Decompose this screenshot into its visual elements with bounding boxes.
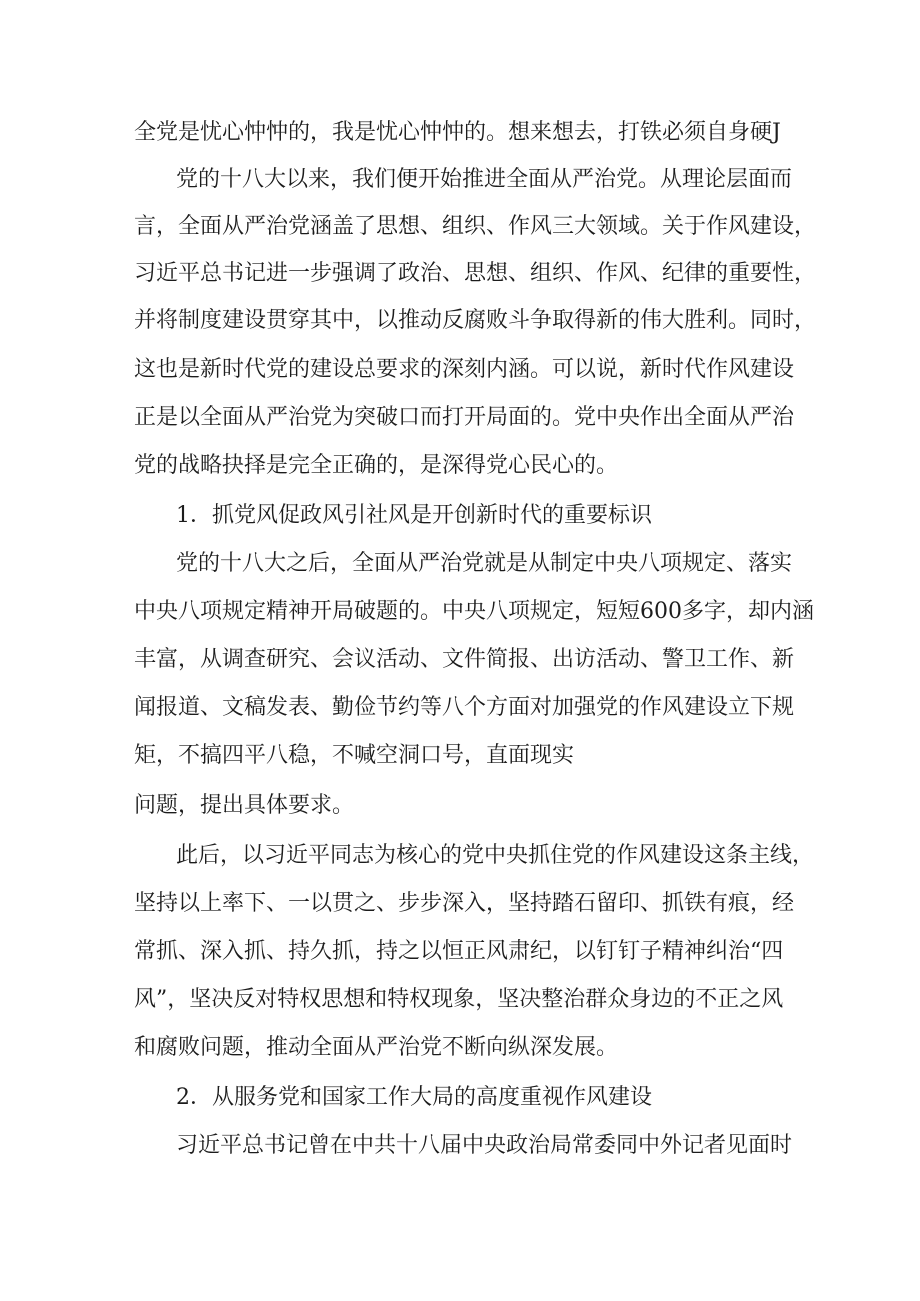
paragraph-first-line: 党的十八大以来，我们便开始推进全面从严治党。从理论层面而	[176, 167, 793, 192]
section-heading-2: 2．从服务党和国家工作大局的高度重视作风建设	[176, 1085, 652, 1110]
paragraph-first-line: 习近平总书记曾在中共十八届中央政治局常委同中外记者见面时	[176, 1133, 793, 1158]
text-line: 习近平总书记进一步强调了政治、思想、组织、作风、纪律的重要性，	[134, 261, 817, 286]
section-heading-1: 1．抓党风促政风引社风是开创新时代的重要标识	[176, 503, 652, 528]
text-line: 闻报道、文稿发表、勤俭节约等八个方面对加强党的作风建设立下规	[134, 695, 795, 720]
text-line: 丰富，从调查研究、会议活动、文件简报、出访活动、警卫工作、新	[134, 647, 795, 672]
text-line: 中央八项规定精神开局破题的。中央八项规定，短短600多字，却内涵	[134, 599, 814, 624]
text-line: 风”，坚决反对特权思想和特权现象，坚决整治群众身边的不正之风	[134, 987, 784, 1012]
text-line: 并将制度建设贯穿其中，以推动反腐败斗争取得新的伟大胜利。同时，	[134, 308, 817, 333]
text-line: 这也是新时代党的建设总要求的深刻内涵。可以说，新时代作风建设	[134, 357, 795, 382]
text-line: 正是以全面从严治党为突破口而打开局面的。党中央作出全面从严治	[134, 405, 795, 430]
text-line: 坚持以上率下、一以贯之、步步深入，坚持踏石留印、抓铁有痕，经	[134, 891, 795, 916]
text-line: 和腐败问题，推动全面从严治党不断向纵深发展。	[134, 1035, 619, 1060]
text-line: 党的战略抉择是完全正确的，是深得党心民心的。	[134, 453, 619, 478]
paragraph-first-line: 党的十八大之后，全面从严治党就是从制定中央八项规定、落实	[176, 551, 793, 576]
paragraph-first-line: 此后，以习近平同志为核心的党中央抓住党的作风建设这条主线，	[176, 843, 815, 868]
text-line: 全党是忧心忡忡的，我是忧心忡忡的。想来想去，打铁必须自身硬J	[134, 120, 781, 145]
text-line: 问题，提出具体要求。	[134, 793, 355, 818]
text-line: 常抓、深入抓、持久抓，持之以恒正风肃纪，以钉钉子精神纠治“四	[134, 939, 784, 964]
text-line: 言，全面从严治党涵盖了思想、组织、作风三大领域。关于作风建设，	[134, 214, 817, 239]
text-line: 矩，不搞四平八稳，不喊空洞口号，直面现实	[134, 743, 575, 768]
